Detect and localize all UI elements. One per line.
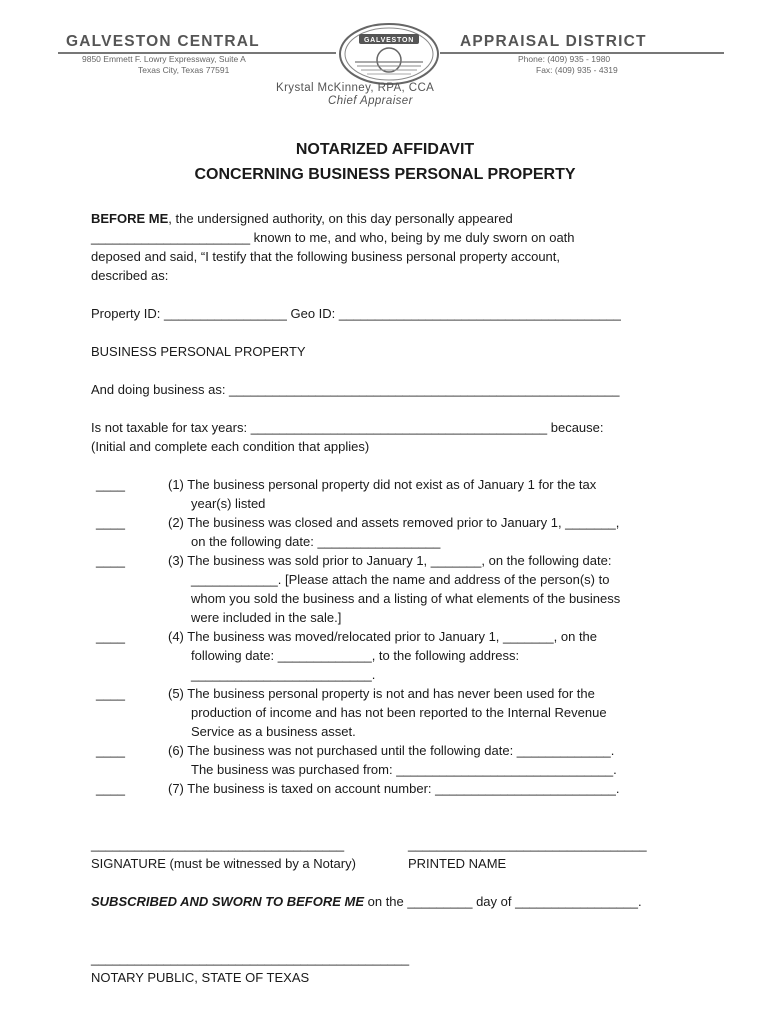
dba-line: And doing business as: ______________________________________________________ xyxy=(91,382,620,397)
letterhead-right-title: APPRAISAL DISTRICT xyxy=(460,33,647,50)
intro-line2: ______________________ known to me, and who, being by me duly sworn on oath xyxy=(91,230,575,245)
sworn-lead: SUBSCRIBED AND SWORN TO BEFORE ME xyxy=(91,894,365,909)
condition-3-line4: were included in the sale.] xyxy=(191,610,342,625)
title-line2: CONCERNING BUSINESS PERSONAL PROPERTY xyxy=(194,166,576,183)
intro-line3: deposed and said, “I testify that the following business personal property account, xyxy=(91,249,561,264)
condition-5-line3: Service as a business asset. xyxy=(191,724,356,739)
condition-2-line1: (2) The business was closed and assets removed prior to January 1, _______, xyxy=(168,515,620,530)
signature-label: SIGNATURE (must be witnessed by a Notary) xyxy=(91,856,356,871)
intro-line1 xyxy=(91,209,513,228)
intro-line4: described as: xyxy=(91,268,169,283)
condition-2-line2: on the following date: _________________ xyxy=(191,534,441,549)
letterhead-address-line2: Texas City, Texas 77591 xyxy=(138,65,230,75)
condition-4-line2: following date: _____________, to the following address: xyxy=(191,648,520,663)
condition-6-line2: The business was purchased from: ______________________________. xyxy=(191,762,617,777)
condition-4-line3: _________________________. xyxy=(191,667,376,682)
condition-3-line3: whom you sold the business and a listing of what elements of the business xyxy=(191,591,621,606)
initial-blank-1: ____ xyxy=(96,477,125,492)
initial-blank-5: ____ xyxy=(96,686,125,701)
condition-6-line1: (6) The business was not purchased until the following date: _____________. xyxy=(168,743,615,758)
notary-label: NOTARY PUBLIC, STATE OF TEXAS xyxy=(91,970,310,985)
intro-lead: BEFORE ME xyxy=(91,211,169,226)
initial-blank-3: ____ xyxy=(96,553,125,568)
tax-years-line: Is not taxable for tax years: _________________________________________ because: xyxy=(91,420,604,435)
printed-name-label: PRINTED NAME xyxy=(408,856,507,871)
property-id-line: Property ID: _________________ Geo ID: _______________________________________ xyxy=(91,306,621,321)
letterhead-role: Chief Appraiser xyxy=(328,95,413,107)
letterhead-fax: Fax: (409) 935 - 4319 xyxy=(536,65,618,75)
initial-blank-2: ____ xyxy=(96,515,125,530)
letterhead-left-title: GALVESTON CENTRAL xyxy=(66,33,260,50)
sworn-rest: on the _________ day of _________________. xyxy=(364,894,642,909)
intro-line1-rest: , the undersigned authority, on this day personally appeared xyxy=(168,211,513,226)
letterhead-address-line1: 9850 Emmett F. Lowry Expressway, Suite A xyxy=(82,54,246,64)
title-line1: NOTARIZED AFFIDAVIT xyxy=(295,141,475,158)
condition-3-line2: ____________. [Please attach the name and address of the person(s) to xyxy=(191,572,610,587)
condition-3-line1: (3) The business was sold prior to January 1, _______, on the following date: xyxy=(168,553,612,568)
seal-text: GALVESTON xyxy=(363,37,415,44)
printed-name-line: _________________________________ xyxy=(408,837,647,852)
notary-signature-line: ____________________________________________ xyxy=(91,951,410,966)
condition-5-line1: (5) The business personal property is not and has never been used for the xyxy=(168,686,595,701)
initial-blank-4: ____ xyxy=(96,629,125,644)
condition-1-line1: (1) The business personal property did not exist as of January 1 for the tax xyxy=(168,477,597,492)
condition-1-line2: year(s) listed xyxy=(191,496,266,511)
condition-7-line1: (7) The business is taxed on account number: _________________________. xyxy=(168,781,620,796)
initial-blank-7: ____ xyxy=(96,781,125,796)
letterhead-person: Krystal McKinney, RPA, CCA xyxy=(276,82,435,94)
initial-blank-6: ____ xyxy=(96,743,125,758)
tax-instruction-line: (Initial and complete each condition that applies) xyxy=(91,439,370,454)
sworn-statement xyxy=(91,892,642,911)
condition-4-line1: (4) The business was moved/relocated prior to January 1, _______, on the xyxy=(168,629,598,644)
letterhead-phone: Phone: (409) 935 - 1980 xyxy=(518,54,611,64)
condition-5-line2: production of income and has not been reported to the Internal Revenue xyxy=(191,705,607,720)
signature-line: ___________________________________ xyxy=(91,837,345,852)
galveston-seal-logo xyxy=(337,22,441,86)
bpp-heading: BUSINESS PERSONAL PROPERTY xyxy=(91,344,306,359)
